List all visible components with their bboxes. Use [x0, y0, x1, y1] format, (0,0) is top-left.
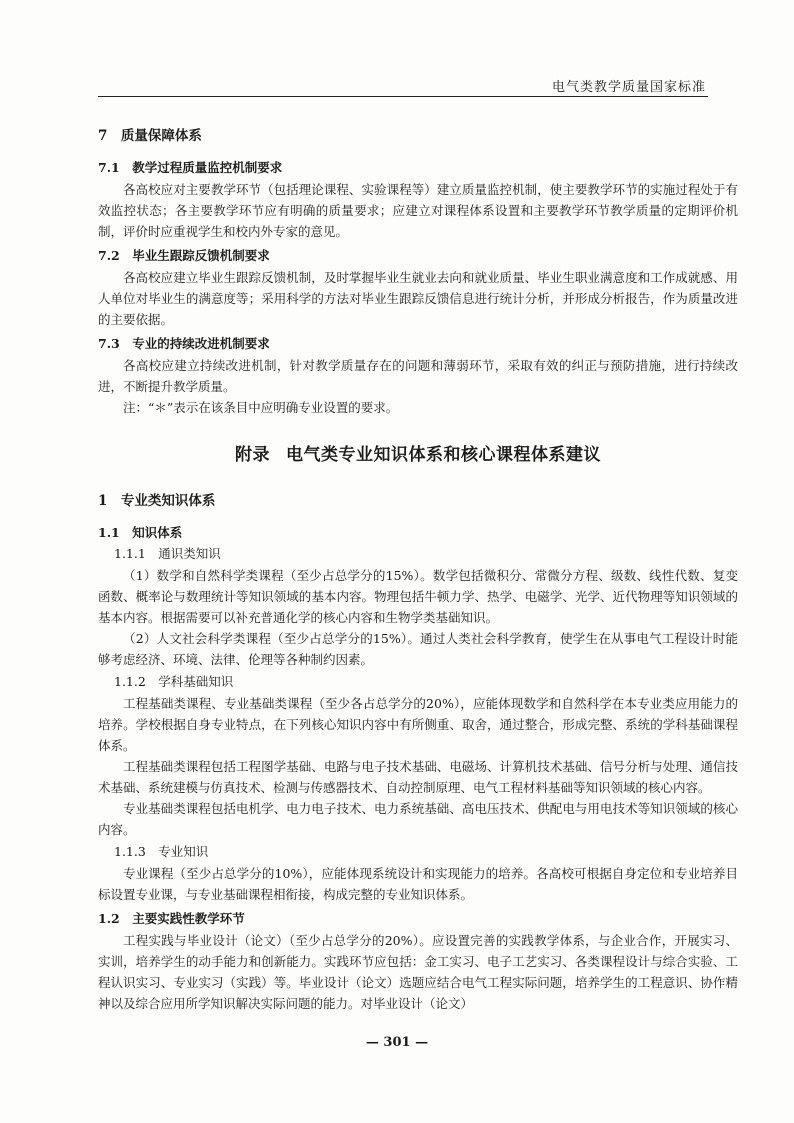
section-1-1-2-heading: 1.1.2 学科基础知识 [114, 674, 234, 689]
section-1-2-heading: 1.2 主要实践性教学环节 [98, 911, 245, 926]
appendix-title-text: 电气类专业知识体系和核心课程体系建议 [286, 445, 601, 465]
section-7-3-heading: 7.3 专业的持续改进机制要求 [98, 336, 270, 351]
appendix-section-1-heading: 1 专业类知识体系 [98, 493, 216, 509]
appendix-title [98, 440, 738, 465]
section-1-1-1-heading: 1.1.1 通识类知识 [114, 546, 221, 561]
section-7-2-text: 各高校应建立毕业生跟踪反馈机制，及时掌握毕业生就业去向和就业质量、毕业生职业满意度和工作成就感、用人单位对毕业生的满意度等；采用科学的方法对毕业生跟踪反馈信息进行统计分析，并形成分析报告，作为质量改进的主要依据。 [98, 270, 738, 327]
section-1-1-1-para-2: （2）人文社会科学类课程（至少占总学分的15%）。通过人类社会科学教育，使学生在从事电气工程设计时能够考虑经济、环境、法律、伦理等各种制约因素。 [98, 631, 738, 667]
section-1-2-para-1: 工程实践与毕业设计（论文）（至少占总学分的20%）。应设置完善的实践教学体系，与企业合作，开展实习、实训，培养学生的动手能力和创新能力。实践环节应包括：金工实习、电子工艺实习、各类课程设计与综合实验、工程认识实习、专业实习（实践）等。毕业设计（论文）选题应结合电气工程实际问题，培养学生的工程意识、协作精神以及综合应用所学知识解决实际问题的能力。对毕业设计（论文） [98, 933, 738, 1011]
section-1-1-2-para-1: 工程基础类课程、专业基础类课程（至少各占总学分的20%），应能体现数学和自然科学在本专业类应用能力的培养。学校根据自身专业特点，在下列核心知识内容中有所侧重、取舍，通过整合，形成完整、系统的学科基础课程体系。 [98, 696, 738, 753]
section-7-heading: 7 质量保障体系 [98, 128, 202, 144]
page-number: — 301 — [365, 1035, 429, 1050]
section-7-2-heading: 7.2 毕业生跟踪反馈机制要求 [98, 248, 270, 263]
section-7-1-text: 各高校应对主要教学环节（包括理论课程、实验课程等）建立质量监控机制，使主要教学环节的实施过程处于有效监控状态；各主要教学环节应有明确的质量要求；应建立对课程体系设置和主要教学环节教学质量的定期评价机制，评价时应重视学生和校内外专家的意见。 [98, 182, 738, 239]
header-rule [98, 96, 708, 97]
section-1-1-2-para-3: 专业基础类课程包括电机学、电力电子技术、电力系统基础、高电压技术、供配电与用电技术等知识领域的核心内容。 [98, 801, 738, 837]
page-content [98, 118, 738, 1014]
section-7-1-heading: 7.1 教学过程质量监控机制要求 [98, 160, 283, 175]
running-header: 电气类教学质量国家标准 [551, 80, 706, 95]
section-1-1-3-heading: 1.1.3 专业知识 [114, 844, 209, 859]
section-1-1-3-para-1: 专业课程（至少占总学分的10%），应能体现系统设计和实现能力的培养。各高校可根据自身定位和专业培养目标设置专业课，与专业基础课程相衔接，构成完整的专业知识体系。 [98, 866, 738, 902]
appendix-label: 附录 [235, 445, 270, 465]
section-1-1-2-para-2: 工程基础类课程包括工程图学基础、电路与电子技术基础、电磁场、计算机技术基础、信号分析与处理、通信技术基础、系统建模与仿真技术、检测与传感器技术、自动控制原理、电气工程材料基础等知识领域的核心内容。 [98, 759, 738, 795]
section-1-1-1-para-1: （1）数学和自然科学类课程（至少占总学分的15%）。数学包括微积分、常微分方程、级数、线性代数、复变函数、概率论与数理统计等知识领域的基本内容。物理包括牛顿力学、热学、电磁学、光学、近代物理等知识领域的基本内容。根据需要可以补充普通化学的核心内容和生物学类基础知识。 [98, 568, 738, 625]
section-7-3-text: 各高校应建立持续改进机制，针对教学质量存在的问题和薄弱环节，采取有效的纠正与预防措施，进行持续改进，不断提升教学质量。 [98, 358, 738, 394]
section-1-1-heading: 1.1 知识体系 [98, 525, 183, 540]
section-7-note: 注：“＊”表示在该条目中应明确专业设置的要求。 [123, 400, 399, 415]
